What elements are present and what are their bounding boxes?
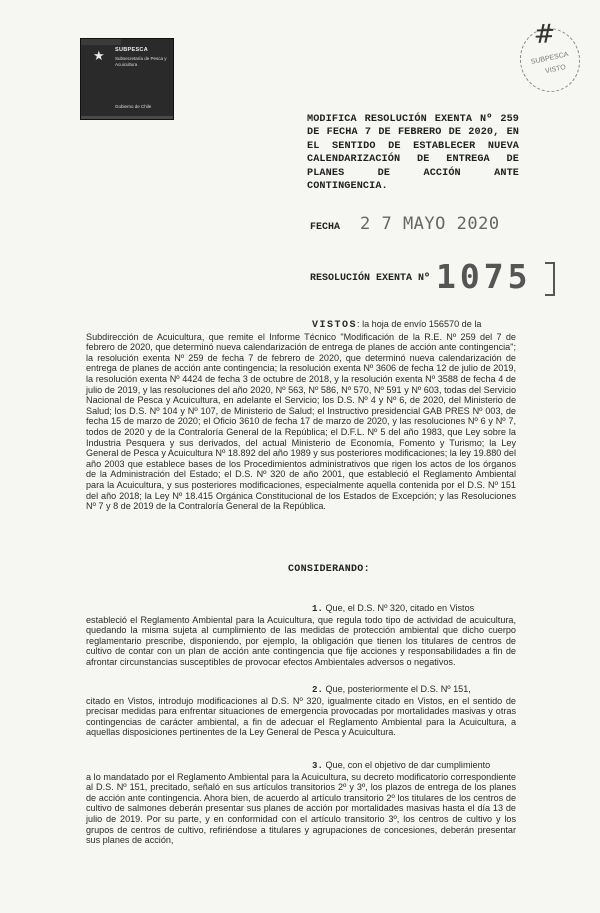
logo-bottom-bar [81,116,173,119]
fecha-value: 2 7 MAYO 2020 [360,214,500,234]
received-stamp [514,19,586,97]
stamp-text-2: VISTO [544,63,567,76]
logo-stripe [81,39,121,45]
item-number: 2. [312,684,323,695]
item-text: a lo mandatado por el Reglamento Ambiental para la Acuicultura, su decreto modificatorio correspondiente al D.S. Nº 151, precitado, señaló en sus artículos transitorios 2º y 3º, los plazos de entrega de los planes de acción ante contingencia. Ahora bien, de acuerdo al artículo transitorio 2º los titulares de los centros de cultivo de salmones deberán presentar sus planes de acción por mortalidades masivas hasta el día 13 de julio de 2019. Por su parte, y en conformidad con el artículo transitorio 3º, los centros de cultivo y los grupos de centros de cultivo, refiriéndose a titulares y agrupaciones de concesiones, deberán presentar sus planes de acción, [86,771,516,846]
considerando-heading: CONSIDERANDO: [288,564,370,575]
vistos-first-line: : la hoja de envío 156570 de la [357,319,482,329]
resolution-title: MODIFICA RESOLUCIÓN EXENTA Nº 259 DE FECHA 7 DE FEBRERO DE 2020, EN EL SENTIDO DE ESTABLECER NUEVA CALENDARIZACIÓN DE ENTREGA DE PLANES DE ACCIÓN ANTE CONTINGENCIA. [307,114,519,193]
item-first-line: Que, con el objetivo de dar cumplimiento [325,760,491,770]
star-icon: ★ [93,49,105,64]
fecha-label: FECHA [310,222,341,233]
item-text: estableció el Reglamento Ambiental para la Acuicultura, que regula todo tipo de actividad de acuicultura, quedando la misma sujeta al cumplimiento de las medidas de protección ambiental que dicho cuerpo reglamentario prescribe, disponiendo, por ejemplo, la obligación que tienen los titulares de centros de cultivo de contar con un plan de acción ante contingencia que fije acciones y responsabilidades a fin de afrontar circunstancias susceptibles de provocar efectos Ambientales adversos o negativos. [86,614,516,667]
number-bracket [545,262,555,296]
item-first-line: Que, posteriormente el D.S. Nº 151, [325,684,471,694]
resolution-number: 1075 [436,257,532,296]
vistos-paragraph [86,319,516,512]
signature-mark: # [533,19,556,50]
ministry-logo [80,38,174,120]
resolution-label: RESOLUCIÓN EXENTA Nº [310,273,431,284]
vistos-text: Subdirección de Acuicultura, que remite el Informe Técnico "Modificación de la R.E. Nº 259 del 7 de febrero de 2020, que determinó nueva calendarización de entrega de planes de acción ante contingencia"; la resolución exenta Nº 259 de fecha 7 de febrero de 2020, que determinó nueva calendarización de entrega de planes de acción ante contingencia; la resolución exenta Nº 3606 de fecha 12 de julio de 2019, la resolución exenta Nº 4424 de fecha 3 de octubre de 2018, y la resolución exenta Nº 3588 de fecha 4 de julio de 2019, y las resoluciones del año 2020, Nº 563, Nº 586, Nº 570, Nº 591 y Nº 603, todas del Servicio Nacional de Pesca y Acuicultura, en adelante el Servicio; los D.S. Nº 4 y Nº 6, de 2020, del Ministerio de Salud; los D.S. Nº 104 y Nº 107, de Ministerio de Salud; el Instructivo presidencial GAB PRES Nº 003, de fecha 15 de marzo de 2020; el Oficio 3610 de fecha 17 de marzo de 2020, y las resoluciones Nº 6 y Nº 7, todos de 2020 y de la Contraloría General de la República; el D.F.L. Nº 5 del año 1983, que Ley sobre la Industria Pesquera y sus derivados, del actual Ministerio de Economía, Fomento y Turismo; la Ley General de Pesca y Acuicultura Nº 18.892 del año 1989 y sus posteriores modificaciones; la ley 19.880 del año 2003 que establece bases de los Procedimientos administrativos que rigen los actos de los órganos de la Administración del Estado; el D.S. Nº 320 de año 2001, que estableció el Reglamento Ambiental para la Acuicultura, y sus posteriores modificaciones, especialmente aquella contenida por el D.S. Nº 151 del año 2018; la Ley Nº 18.415 Orgánica Constitucional de los Estados de Excepción; y las Resoluciones Nº 7 y 8 de 2019 de la Contraloría General de la República. [86,331,516,512]
item-text: citado en Vistos, introdujo modificaciones al D.S. Nº 320, igualmente citado en Vistos, en el sentido de precisar medidas para enfrentar situaciones de emergencia provocadas por mortalidades masivas y otras contingencias de carácter ambiental, a fin de adecuar el Reglamento Ambiental para la Acuicultura, a aquellas disposiciones pertinentes de la Ley General de Pesca y Acuicultura. [86,695,516,738]
logo-footer: Gobierno de Chile [115,104,152,109]
item-first-line: Que, el D.S. Nº 320, citado en Vistos [325,603,475,613]
vistos-lead: VISTOS [312,320,358,331]
item-number: 3. [312,760,323,771]
item-number: 1. [312,603,323,614]
considerando-item-1 [86,603,516,668]
considerando-item-2 [86,684,516,738]
stamp-text-1: SUBPESCA [530,51,570,66]
considerando-item-3 [86,760,516,846]
logo-subtitle: Subsecretaría de Pesca y Acuicultura [115,56,167,67]
logo-org: SUBPESCA [115,47,148,53]
